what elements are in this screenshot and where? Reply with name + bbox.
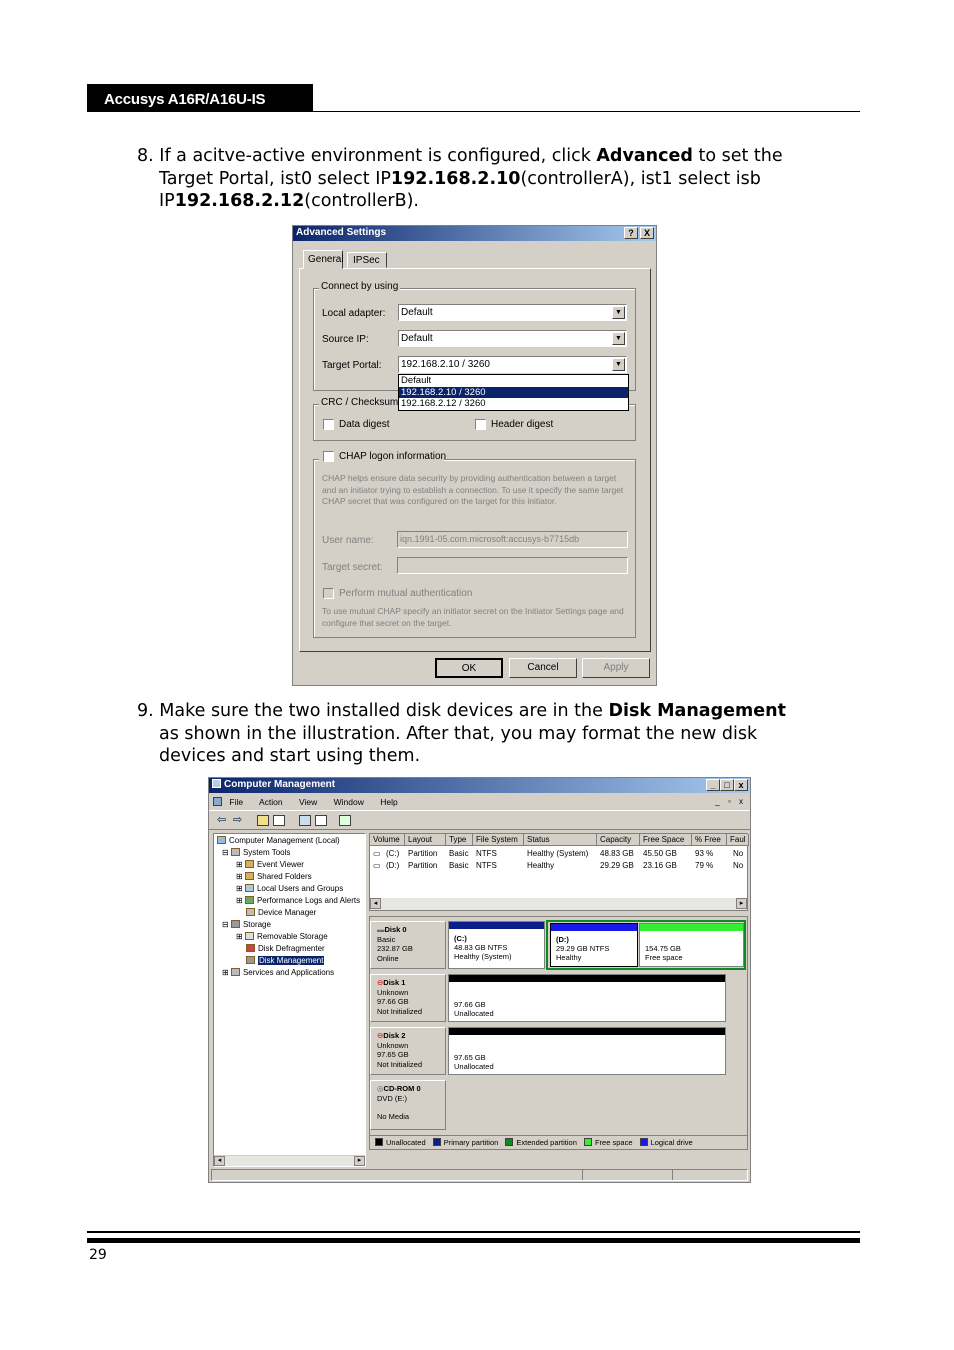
menu-file[interactable]: File: [229, 797, 244, 807]
tree-item[interactable]: ⊞ Event Viewer: [236, 860, 304, 869]
disk-2-unallocated[interactable]: 97.65 GB Unallocated: [448, 1027, 726, 1075]
computer-management-window: [208, 777, 751, 1183]
column-header[interactable]: Layout: [405, 834, 446, 846]
refresh-icon[interactable]: [339, 815, 351, 826]
column-header[interactable]: Status: [524, 834, 597, 846]
show-tree-icon[interactable]: [273, 815, 285, 826]
menu-bar: [213, 797, 412, 807]
storage-icon: [231, 920, 240, 928]
menu-action[interactable]: Action: [258, 797, 283, 807]
header-rule: [87, 111, 860, 112]
menu-view[interactable]: View: [298, 797, 318, 807]
tree-item[interactable]: ⊟ Storage: [222, 920, 271, 929]
services-icon: [231, 968, 240, 976]
apply-button[interactable]: Apply: [582, 658, 650, 678]
defragmenter-icon: [246, 944, 255, 952]
removable-storage-icon: [245, 932, 254, 940]
users-icon: [245, 884, 254, 892]
target-secret-input[interactable]: [397, 557, 628, 574]
minimize-button[interactable]: _: [706, 779, 720, 791]
target-secret-label: Target secret:: [322, 562, 383, 573]
source-ip-select[interactable]: Default ▼: [398, 330, 627, 347]
target-portal-label: Target Portal:: [322, 360, 382, 371]
column-header[interactable]: Capacity: [597, 834, 640, 846]
maximize-button[interactable]: □: [720, 779, 734, 791]
tree-item[interactable]: ⊞ Performance Logs and Alerts: [236, 896, 361, 905]
menu-help[interactable]: Help: [380, 797, 398, 807]
column-header[interactable]: Type: [446, 834, 473, 846]
page-number: 29: [89, 1247, 107, 1263]
tree-item[interactable]: Device Manager: [246, 908, 316, 917]
connect-group-label: Connect by using: [321, 281, 399, 292]
mutual-auth-checkbox[interactable]: [323, 588, 334, 599]
chevron-down-icon: ▼: [612, 332, 625, 345]
column-header[interactable]: % Free: [692, 834, 727, 846]
scroll-left-icon[interactable]: ◂: [370, 898, 381, 909]
help-button[interactable]: ?: [624, 227, 638, 239]
legend-swatch: [584, 1138, 592, 1146]
chap-checkbox[interactable]: [323, 451, 334, 462]
user-name-input[interactable]: iqn.1991-05.com.microsoft:accusys-b7715db: [397, 531, 628, 548]
footer-rule-thick: [87, 1238, 860, 1243]
close-button[interactable]: X: [640, 227, 654, 239]
drive-icon: ▭: [373, 849, 381, 858]
mutual-help-text: To use mutual CHAP specify an initiator secret on the Initiator Settings page and configure that secret on the target.: [322, 606, 624, 628]
dialog-titlebar: Advanced Settings ? X: [293, 226, 656, 241]
crc-group-label: CRC / Checksum: [321, 397, 399, 408]
device-manager-icon: [246, 908, 255, 916]
computer-icon: [212, 779, 221, 788]
dropdown-option[interactable]: 192.168.2.12 / 3260: [401, 398, 486, 409]
footer-rule-thin: [87, 1231, 860, 1233]
header-title: Accusys A16R/A16U-IS: [87, 84, 313, 112]
scroll-left-icon[interactable]: ◂: [214, 1156, 225, 1166]
folder-icon: [245, 872, 254, 880]
dropdown-option-selected[interactable]: 192.168.2.10 / 3260: [399, 387, 628, 399]
tree-item[interactable]: ⊞ Services and Applications: [222, 968, 335, 977]
dropdown-option[interactable]: Default: [401, 375, 432, 386]
forward-icon[interactable]: ⇨: [233, 814, 243, 826]
chevron-down-icon: ▼: [612, 358, 625, 371]
menu-window[interactable]: Window: [333, 797, 364, 807]
help-icon[interactable]: [299, 815, 311, 826]
drive-icon: ▭: [373, 861, 381, 870]
step-9: 9. Make sure the two installed disk devices are in the Disk Management as shown in the illustration. After that, you may format the new disk devices and start using them.: [137, 701, 786, 766]
properties-icon[interactable]: [315, 815, 327, 826]
performance-icon: [245, 896, 254, 904]
cm-titlebar: Computer Management _ □ x: [209, 778, 750, 793]
tab-ipsec[interactable]: IPSec: [347, 252, 387, 268]
mutual-auth-label: Perform mutual authentication: [339, 588, 473, 599]
volume-list: Volume Layout Type File System Status Capacity Free Space % Free Faul ▭ (C:) Partition Basic NTFS Healthy (System) 48.83 GB 45.50 GB 93 % No ▭ (D:) Partition Basic NTFS Healthy 29.29 GB 23.16 GB 79 % No ◂ ▸: [369, 833, 748, 911]
data-digest-label: Data digest: [339, 419, 390, 430]
disk-icon: ▬: [377, 925, 385, 934]
legend-swatch: [505, 1138, 513, 1146]
ok-button[interactable]: OK: [435, 658, 503, 678]
volume-hscrollbar[interactable]: [370, 898, 747, 910]
disk-2-info[interactable]: ⊖Disk 2 Unknown 97.65 GB Not Initialized: [370, 1027, 446, 1075]
tab-general[interactable]: General: [303, 250, 343, 269]
chap-help-text: CHAP helps ensure data security by providing authentication between a target and an initiator trying to establish a connection. To use it specify the same target CHAP secret that was configured on the target for this initiator.: [322, 473, 624, 506]
legend-swatch: [433, 1138, 441, 1146]
scroll-right-icon[interactable]: ▸: [736, 898, 747, 909]
column-header[interactable]: Faul: [727, 834, 749, 846]
cdrom-icon: ◎: [377, 1084, 384, 1093]
data-digest-checkbox[interactable]: [323, 419, 334, 430]
disk-management-icon: [246, 956, 255, 964]
tree-item[interactable]: ⊞ Removable Storage: [236, 932, 328, 941]
tree-item-selected[interactable]: Disk Management: [246, 956, 324, 965]
cdrom-info[interactable]: ◎CD-ROM 0 DVD (E:) No Media: [370, 1080, 446, 1130]
tools-icon: [231, 848, 240, 856]
scroll-right-icon[interactable]: ▸: [354, 1156, 365, 1166]
legend: Unallocated Primary partition Extended partition Free space Logical drive: [370, 1135, 747, 1149]
disk-error-icon: ⊖: [377, 978, 384, 987]
tree-item[interactable]: Computer Management (Local): [217, 836, 340, 845]
chap-label: CHAP logon information: [339, 451, 447, 462]
header-digest-label: Header digest: [491, 419, 554, 430]
app-icon: [213, 797, 222, 806]
tree-item[interactable]: Disk Defragmenter: [246, 944, 325, 953]
partition-d[interactable]: (D:) 29.29 GB NTFS Healthy: [550, 923, 638, 967]
target-portal-dropdown: [398, 374, 629, 411]
column-header[interactable]: Free Space: [640, 834, 692, 846]
legend-swatch: [375, 1138, 383, 1146]
cancel-button[interactable]: Cancel: [509, 658, 577, 678]
toolbar: [209, 810, 751, 830]
column-header[interactable]: Volume: [370, 834, 405, 846]
disk-1-unallocated[interactable]: 97.66 GB Unallocated: [448, 974, 726, 1022]
computer-icon: [217, 836, 226, 844]
disk-graphical-view: [369, 916, 748, 1150]
tree-item[interactable]: ⊞ Shared Folders: [236, 872, 312, 881]
tree-item[interactable]: ⊟ System Tools: [222, 848, 291, 857]
up-folder-icon[interactable]: [257, 815, 269, 826]
target-portal-select[interactable]: 192.168.2.10 / 3260 ▼: [398, 356, 627, 373]
partition-c[interactable]: (C:) 48.83 GB NTFS Healthy (System): [448, 921, 545, 969]
close-button[interactable]: x: [734, 779, 748, 791]
advanced-settings-dialog: [292, 225, 657, 686]
disk-1-info[interactable]: ⊖Disk 1 Unknown 97.66 GB Not Initialized: [370, 974, 446, 1022]
mdi-controls[interactable]: _ ▫ x: [715, 797, 746, 806]
chevron-down-icon: ▼: [612, 306, 625, 319]
tree-pane: [213, 833, 366, 1167]
header-digest-checkbox[interactable]: [475, 419, 486, 430]
legend-swatch: [640, 1138, 648, 1146]
step-8: 8. If a acitve-active environment is configured, click Advanced to set the Target Portal, ist0 select IP192.168.2.10(controllerA), ist1 select isb IP192.168.2.12(controllerB).: [137, 146, 783, 211]
back-icon[interactable]: ⇦: [217, 814, 227, 826]
tree-scrollbar[interactable]: [214, 1155, 365, 1166]
event-viewer-icon: [245, 860, 254, 868]
column-header[interactable]: File System: [473, 834, 524, 846]
source-ip-label: Source IP:: [322, 334, 369, 345]
local-adapter-label: Local adapter:: [322, 308, 386, 319]
tree-item[interactable]: ⊞ Local Users and Groups: [236, 884, 344, 893]
free-space[interactable]: 154.75 GB Free space: [639, 923, 744, 967]
user-name-label: User name:: [322, 535, 374, 546]
disk-0-info[interactable]: ▬Disk 0 Basic 232.87 GB Online: [370, 921, 446, 969]
status-bar: [211, 1169, 748, 1181]
disk-error-icon: ⊖: [377, 1031, 384, 1040]
local-adapter-select[interactable]: Default ▼: [398, 304, 627, 321]
